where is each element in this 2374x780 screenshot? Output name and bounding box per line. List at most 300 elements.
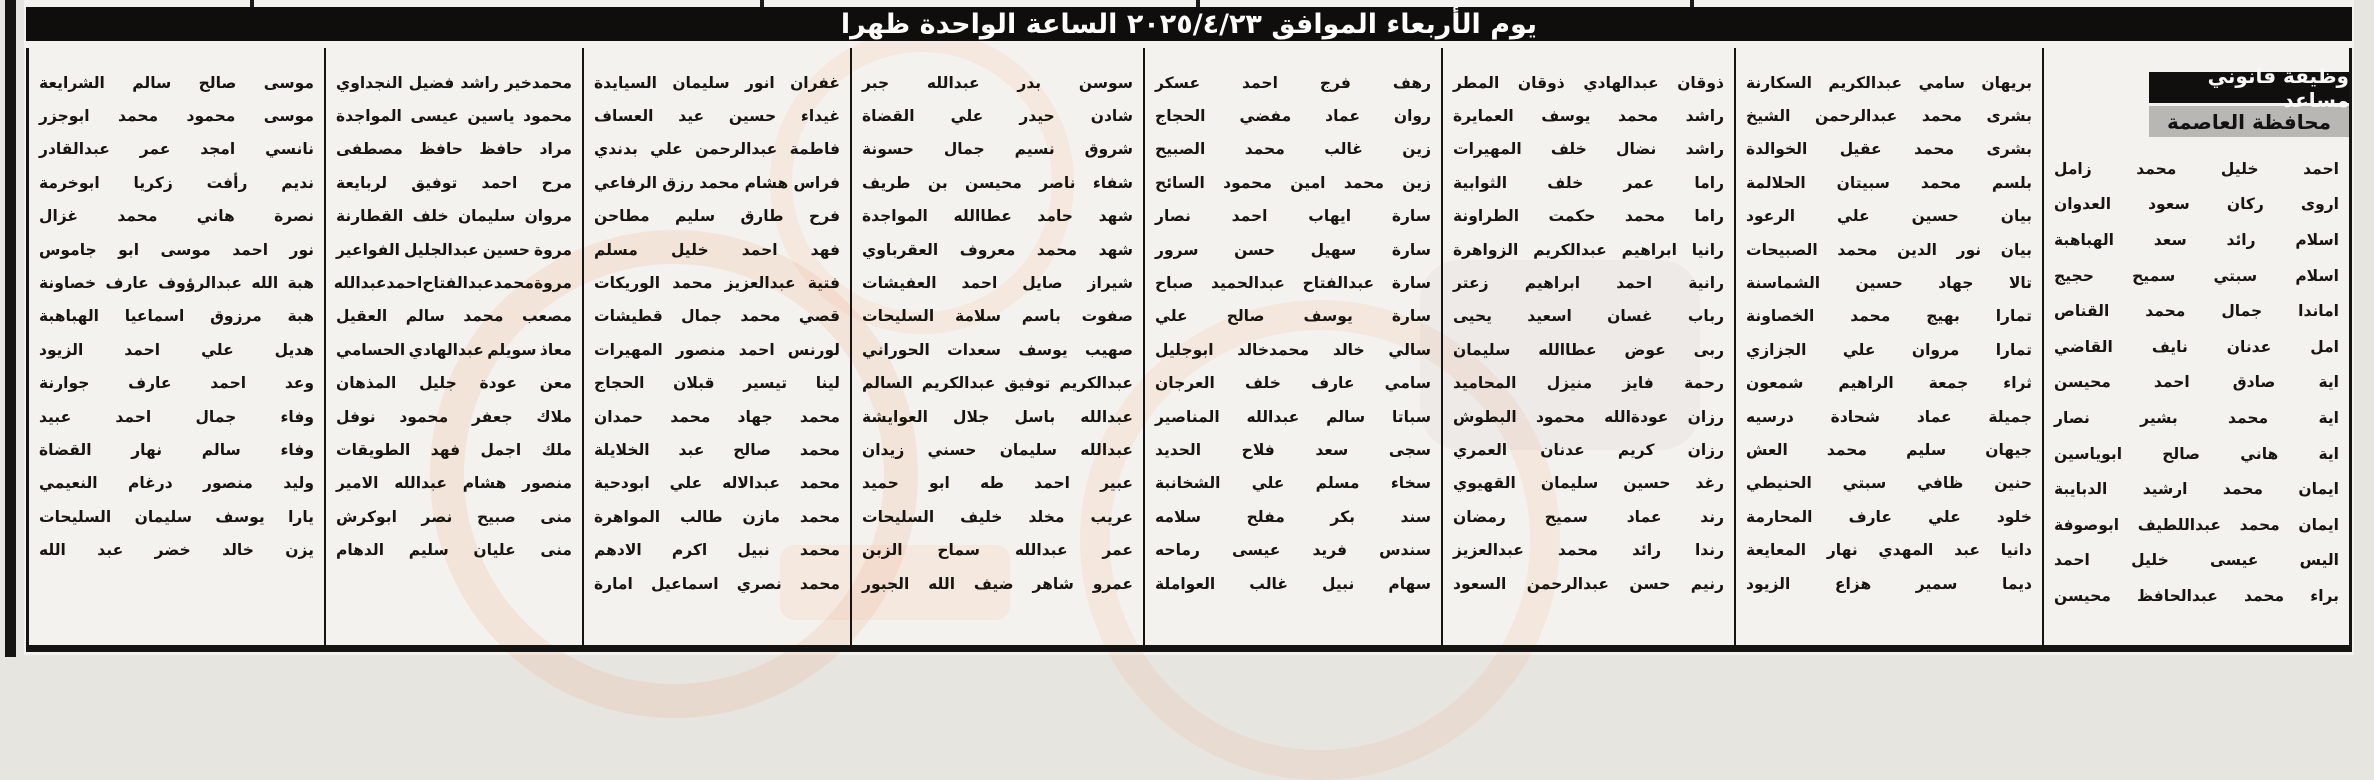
name-part: احمد bbox=[1231, 207, 1268, 226]
name-part: هاني bbox=[196, 207, 235, 226]
name-part: صبيح bbox=[476, 507, 516, 526]
name-part: علي bbox=[669, 474, 703, 493]
name-part: بدندي bbox=[594, 140, 638, 159]
name-part: فرح bbox=[809, 207, 840, 226]
name-part: الرفاعي bbox=[594, 173, 658, 192]
name-part: رأفت bbox=[206, 173, 248, 192]
name-part: هزاع bbox=[1834, 574, 1872, 593]
name-row bbox=[1453, 133, 1724, 166]
name-part: خضر bbox=[154, 541, 191, 560]
name-part: النجداوي bbox=[336, 73, 403, 92]
name-part: المهيرات bbox=[594, 340, 663, 359]
name-part: سمير bbox=[1915, 574, 1958, 593]
name-part: نبيل bbox=[1321, 574, 1355, 593]
name-part: منى bbox=[540, 541, 572, 560]
name-part: الدبايبة bbox=[2054, 480, 2108, 499]
name-part: فلاح bbox=[1241, 440, 1275, 459]
name-part: فايز bbox=[1622, 374, 1654, 393]
name-part: الفواعير bbox=[336, 240, 400, 259]
name-part: تمارا bbox=[1995, 307, 2032, 326]
name-part: علي bbox=[1842, 340, 1876, 359]
name-part: ايمان bbox=[2298, 480, 2339, 499]
name-part: جمعة bbox=[1928, 374, 1969, 393]
name-row bbox=[2054, 400, 2339, 436]
name-part: محمد bbox=[2136, 159, 2177, 178]
name-part: هشام bbox=[462, 474, 507, 493]
name-part: ابراهيم bbox=[1524, 274, 1581, 293]
name-row bbox=[862, 433, 1133, 466]
name-part: سعد bbox=[2153, 230, 2187, 249]
name-part: غالب bbox=[1249, 574, 1288, 593]
name-part: جمال bbox=[195, 407, 237, 426]
name-row bbox=[336, 333, 572, 366]
name-row bbox=[1155, 233, 1431, 266]
name-part: سارة bbox=[1391, 240, 1431, 259]
name-part: عبدالرؤوف bbox=[158, 274, 243, 293]
name-row bbox=[336, 200, 572, 233]
name-part: راشد bbox=[1685, 140, 1724, 159]
name-part: احمد bbox=[481, 173, 518, 192]
name-part: احمد bbox=[1034, 474, 1070, 493]
name-row bbox=[39, 66, 314, 99]
name-row bbox=[2054, 329, 2339, 365]
name-row bbox=[1155, 500, 1431, 533]
governorate-text: محافظة العاصمة bbox=[2167, 109, 2332, 134]
name-part: عبداللطيف bbox=[2137, 515, 2221, 534]
name-row bbox=[39, 467, 314, 500]
name-part: القضاة bbox=[39, 440, 92, 459]
column-divider-tick bbox=[1690, 0, 1694, 7]
name-row bbox=[1155, 266, 1431, 299]
name-row bbox=[862, 300, 1133, 333]
column-divider-tick bbox=[250, 0, 254, 7]
name-part: موسى bbox=[263, 73, 314, 92]
name-row bbox=[862, 500, 1133, 533]
name-part: حمدان bbox=[594, 407, 644, 426]
name-part: حسين bbox=[482, 240, 530, 259]
name-row bbox=[594, 266, 840, 299]
name-part: جمال bbox=[681, 307, 722, 326]
name-part: الصبيح bbox=[1155, 140, 1206, 159]
name-row bbox=[594, 400, 840, 433]
name-part: سندس bbox=[1379, 541, 1431, 560]
name-part: اسعيد bbox=[1527, 307, 1572, 326]
name-part: ذوقان bbox=[1517, 73, 1565, 92]
name-part: احمد bbox=[2054, 551, 2090, 570]
column-divider-tick bbox=[1196, 0, 1200, 7]
name-part: الزيود bbox=[39, 340, 84, 359]
name-column-8 bbox=[29, 48, 326, 645]
name-part: سعد bbox=[1315, 440, 1349, 459]
name-part: محمد bbox=[799, 574, 840, 593]
name-part: نانسي bbox=[265, 140, 314, 159]
name-part: يوسف bbox=[1018, 340, 1068, 359]
name-part: سارة bbox=[1391, 274, 1431, 293]
name-part: اليس bbox=[2299, 551, 2339, 570]
name-row bbox=[1155, 200, 1431, 233]
name-row bbox=[1155, 400, 1431, 433]
name-row bbox=[594, 433, 840, 466]
name-part: سليم bbox=[675, 207, 716, 226]
name-part: خلف bbox=[412, 207, 449, 226]
name-part: امجد bbox=[200, 140, 236, 159]
name-part: جمال bbox=[2221, 302, 2263, 321]
name-part: محمد bbox=[699, 173, 740, 192]
name-part: عبدالحميد bbox=[1211, 274, 1285, 293]
name-part: المواهرة bbox=[594, 507, 661, 526]
name-part: مراد bbox=[539, 140, 572, 159]
name-part: القطارنة bbox=[336, 207, 404, 226]
name-part: رمضان bbox=[1453, 507, 1506, 526]
name-row bbox=[594, 133, 840, 166]
name-part: النعيمي bbox=[39, 474, 98, 493]
name-part: عبدالفتاح bbox=[1302, 274, 1375, 293]
name-row bbox=[594, 533, 840, 566]
name-part: اية bbox=[2318, 373, 2339, 392]
name-part: خليل bbox=[2220, 159, 2259, 178]
name-part: فرج bbox=[1319, 73, 1351, 92]
name-part: سهيل bbox=[1310, 240, 1357, 259]
name-part: عبد bbox=[678, 440, 705, 459]
name-part: نصرة bbox=[274, 207, 314, 226]
name-row bbox=[862, 233, 1133, 266]
name-part: هبة bbox=[287, 307, 314, 326]
name-part: بن bbox=[927, 173, 948, 192]
name-row bbox=[1155, 166, 1431, 199]
name-part: بكر bbox=[1330, 507, 1355, 526]
name-part: شهد bbox=[1098, 207, 1133, 226]
name-part: نصار bbox=[2054, 408, 2090, 427]
name-part: مخلد bbox=[1028, 507, 1065, 526]
name-part: المهيرات bbox=[1453, 140, 1522, 159]
name-part: صادق bbox=[2232, 373, 2276, 392]
name-row bbox=[1155, 533, 1431, 566]
name-part: فتية bbox=[807, 274, 840, 293]
name-part: ابوجزر bbox=[39, 107, 90, 126]
name-part: خلود bbox=[1996, 507, 2032, 526]
name-part: عماد bbox=[1916, 407, 1952, 426]
name-part: جهاد bbox=[1938, 274, 1974, 293]
name-part: سخاء bbox=[1390, 474, 1431, 493]
name-part: عدنان bbox=[2226, 337, 2272, 356]
name-part: خليل bbox=[2131, 551, 2169, 570]
name-row bbox=[39, 99, 314, 132]
name-part: اكرم bbox=[671, 541, 708, 560]
name-part: سهام bbox=[1388, 574, 1431, 593]
name-part: درسيه bbox=[1746, 407, 1794, 426]
name-row bbox=[594, 200, 840, 233]
name-part: عسكر bbox=[1155, 73, 1201, 92]
name-part: عوض bbox=[1624, 340, 1666, 359]
name-part: اية bbox=[2318, 408, 2339, 427]
name-part: نور bbox=[1956, 240, 1982, 259]
name-row bbox=[1746, 367, 2032, 400]
name-row bbox=[594, 467, 840, 500]
name-part: هاني bbox=[2240, 444, 2279, 463]
name-row bbox=[2054, 365, 2339, 401]
name-part: احمد bbox=[124, 340, 161, 359]
name-row bbox=[1453, 266, 1724, 299]
name-row bbox=[1746, 66, 2032, 99]
name-row bbox=[594, 567, 840, 600]
name-part: صباح bbox=[1155, 274, 1194, 293]
name-part: احمد bbox=[1242, 73, 1278, 92]
name-row bbox=[862, 567, 1133, 600]
name-part: الادهم bbox=[594, 541, 642, 560]
name-row bbox=[1453, 400, 1724, 433]
name-row bbox=[1155, 367, 1431, 400]
name-part: باسل bbox=[1014, 407, 1056, 426]
name-part: عبدالله bbox=[1080, 407, 1133, 426]
name-part: محمد bbox=[1557, 541, 1598, 560]
name-part: ابودحية bbox=[594, 474, 650, 493]
name-part: محمد bbox=[799, 440, 840, 459]
name-part: مسلم bbox=[594, 240, 638, 259]
name-part: اجمل bbox=[480, 440, 522, 459]
name-part: محمود bbox=[523, 107, 572, 126]
name-part: السالم bbox=[862, 374, 913, 393]
name-row bbox=[1453, 567, 1724, 600]
name-part: شاهر bbox=[1032, 574, 1074, 593]
name-part: كريم bbox=[1617, 440, 1655, 459]
name-row bbox=[336, 99, 572, 132]
name-part: عبدالهادي bbox=[408, 340, 484, 359]
name-part: دانيا bbox=[2000, 541, 2032, 560]
name-part: مروة bbox=[533, 240, 572, 259]
name-part: العقرباوي bbox=[862, 240, 939, 259]
name-part: عبير bbox=[1100, 474, 1133, 493]
name-part: منى bbox=[540, 507, 572, 526]
name-part: محمود bbox=[1535, 407, 1585, 426]
name-row bbox=[2054, 543, 2339, 579]
name-part: عدنان bbox=[1540, 440, 1585, 459]
name-part: صايل bbox=[1022, 274, 1063, 293]
name-row bbox=[336, 166, 572, 199]
name-part: هشام bbox=[744, 173, 789, 192]
name-part: عبدالكريم bbox=[1059, 374, 1133, 393]
name-part: لورنس bbox=[787, 340, 840, 359]
name-part: ابو bbox=[928, 474, 950, 493]
name-part: حافظ bbox=[479, 140, 524, 159]
name-part: امين bbox=[1290, 173, 1326, 192]
governorate-bar bbox=[2149, 106, 2349, 137]
name-part: العواملة bbox=[1155, 574, 1216, 593]
name-part: رزان bbox=[1687, 440, 1724, 459]
name-part: عطاالله bbox=[1538, 340, 1597, 359]
name-part: العوايشة bbox=[862, 407, 928, 426]
name-row bbox=[862, 133, 1133, 166]
name-part: عبدالكريم bbox=[1828, 73, 1903, 92]
name-part: السيايدة bbox=[594, 73, 657, 92]
name-row bbox=[336, 300, 572, 333]
name-part: عيسى bbox=[1232, 541, 1281, 560]
name-row bbox=[594, 300, 840, 333]
name-part: فريد bbox=[1312, 541, 1348, 560]
name-part: حسن bbox=[1234, 240, 1275, 259]
name-part: امل bbox=[2310, 337, 2339, 356]
name-part: عماد bbox=[1626, 507, 1662, 526]
name-part: طالب bbox=[679, 507, 723, 526]
name-part: محمد bbox=[2228, 408, 2269, 427]
name-part: مسلم bbox=[1315, 474, 1360, 493]
name-part: عبدالحافظ bbox=[2137, 586, 2218, 605]
name-part: الصبيحات bbox=[1746, 240, 1818, 259]
name-row bbox=[1155, 133, 1431, 166]
name-row bbox=[39, 500, 314, 533]
name-row bbox=[1155, 467, 1431, 500]
name-part: عمر bbox=[139, 140, 171, 159]
name-row bbox=[39, 166, 314, 199]
name-part: الله bbox=[251, 274, 279, 293]
name-part: رائد bbox=[1631, 541, 1661, 560]
name-part: عودةالله bbox=[1604, 407, 1669, 426]
name-part: انور bbox=[744, 73, 775, 92]
name-part: اماندا bbox=[2298, 302, 2339, 321]
name-part: فاطمة bbox=[789, 140, 840, 159]
name-part: سوسن bbox=[1078, 73, 1133, 92]
name-part: عمر bbox=[1623, 173, 1655, 192]
name-part: عارف bbox=[128, 374, 172, 393]
name-part: سبتي bbox=[2213, 266, 2258, 285]
name-part: عيد bbox=[678, 107, 705, 126]
name-part: مفلح bbox=[1246, 507, 1285, 526]
name-part: نصار bbox=[1155, 207, 1191, 226]
name-part: شروق bbox=[1084, 140, 1133, 159]
name-part: ابو bbox=[118, 240, 140, 259]
name-part: علي bbox=[1837, 207, 1870, 226]
name-part: حكمت bbox=[1548, 207, 1596, 226]
name-part: بشير bbox=[2140, 408, 2178, 427]
name-part: سعدات bbox=[947, 340, 1002, 359]
name-row bbox=[336, 66, 572, 99]
name-part: زين bbox=[1402, 140, 1431, 159]
name-part: احمد bbox=[386, 274, 423, 293]
name-part: المذهان bbox=[336, 374, 397, 393]
name-row bbox=[1155, 300, 1431, 333]
name-column-5 bbox=[852, 48, 1145, 645]
name-part: حسين bbox=[1911, 207, 1959, 226]
name-part: السليحات bbox=[39, 507, 112, 526]
name-part: جعفر bbox=[471, 407, 513, 426]
name-part: الزواهرة bbox=[1453, 240, 1519, 259]
name-row bbox=[862, 367, 1133, 400]
name-part: محمد bbox=[1624, 207, 1665, 226]
name-part: محمدخير bbox=[504, 73, 572, 92]
name-part: الحسامي bbox=[336, 340, 406, 359]
name-part: محمد bbox=[799, 507, 840, 526]
name-part: راشد bbox=[1685, 107, 1724, 126]
name-part: احمد bbox=[2153, 373, 2190, 392]
name-part: الزبن bbox=[862, 541, 903, 560]
name-part: عطاالله bbox=[953, 207, 1012, 226]
name-part: سلامة bbox=[954, 307, 1001, 326]
name-part: نوفل bbox=[336, 407, 376, 426]
name-column-2 bbox=[1736, 48, 2044, 645]
name-part: عارف bbox=[105, 274, 149, 293]
name-part: صالح bbox=[1226, 307, 1265, 326]
name-part: مصعب bbox=[521, 307, 572, 326]
name-part: محمد bbox=[118, 107, 159, 126]
name-part: نضال bbox=[1616, 140, 1657, 159]
name-row bbox=[862, 266, 1133, 299]
name-part: السليحات bbox=[862, 507, 935, 526]
name-part: نايف bbox=[2151, 337, 2188, 356]
name-part: طريف bbox=[862, 173, 911, 192]
name-part: سليمان bbox=[672, 73, 730, 92]
name-part: احمد bbox=[232, 240, 269, 259]
name-part: بهيج bbox=[1926, 307, 1960, 326]
name-part: بشرى bbox=[1986, 107, 2032, 126]
name-part: اسلام bbox=[2295, 266, 2339, 285]
name-row bbox=[39, 333, 314, 366]
name-part: صالح bbox=[2162, 444, 2200, 463]
name-row bbox=[1453, 533, 1724, 566]
name-part: رهف bbox=[1392, 73, 1431, 92]
name-part: ارشيد bbox=[2142, 480, 2188, 499]
name-row bbox=[333, 266, 572, 299]
name-row bbox=[336, 467, 572, 500]
name-row bbox=[1746, 400, 2032, 433]
name-part: سليمان bbox=[457, 207, 516, 226]
name-part: حسن bbox=[1629, 574, 1671, 593]
name-part: الحوراني bbox=[862, 340, 930, 359]
name-part: رغد bbox=[1695, 474, 1724, 493]
name-row bbox=[1746, 266, 2032, 299]
name-part: يوسف bbox=[1303, 307, 1353, 326]
name-part: معاذ bbox=[539, 340, 572, 359]
name-part: عبدالعزيز bbox=[724, 274, 796, 293]
name-part: بيان bbox=[2000, 240, 2032, 259]
name-row bbox=[39, 200, 314, 233]
name-part: مروة bbox=[533, 274, 572, 293]
name-part: ركان bbox=[2226, 195, 2264, 214]
name-part: جيهان bbox=[1985, 440, 2032, 459]
name-row bbox=[39, 533, 314, 566]
name-part: خلف bbox=[1547, 173, 1584, 192]
name-row bbox=[2054, 187, 2339, 223]
name-part: سالم bbox=[132, 73, 172, 92]
name-row bbox=[1746, 333, 2032, 366]
name-part: تيسير bbox=[743, 374, 788, 393]
name-part: بلسم bbox=[1991, 173, 2032, 192]
name-part: جاموس bbox=[39, 240, 97, 259]
name-part: الدهام bbox=[336, 541, 385, 560]
name-part: الشخانبة bbox=[1155, 474, 1221, 493]
name-part: ياسين bbox=[467, 107, 515, 126]
name-row bbox=[594, 166, 840, 199]
name-part: عبدالرحمن bbox=[1815, 107, 1898, 126]
name-part: الله bbox=[928, 574, 956, 593]
name-part: الوريكات bbox=[594, 274, 661, 293]
names-table bbox=[26, 48, 2352, 652]
name-row bbox=[2054, 436, 2339, 472]
name-part: حجيج bbox=[2054, 266, 2094, 285]
name-part: الحجاج bbox=[594, 374, 645, 393]
name-part: محمد bbox=[1914, 140, 1955, 159]
name-part: عليان bbox=[473, 541, 516, 560]
name-part: يحيى bbox=[1453, 307, 1492, 326]
name-part: المناصير bbox=[1155, 407, 1220, 426]
name-row bbox=[1746, 533, 2032, 566]
name-part: القاضي bbox=[2054, 337, 2113, 356]
name-row bbox=[1453, 166, 1724, 199]
name-part: محمد bbox=[117, 207, 158, 226]
name-part: سجى bbox=[1388, 440, 1431, 459]
name-row bbox=[336, 133, 572, 166]
name-part: جبر bbox=[862, 73, 890, 92]
name-part: المعايعة bbox=[1746, 541, 1807, 560]
name-part: ثراء bbox=[2003, 374, 2032, 393]
